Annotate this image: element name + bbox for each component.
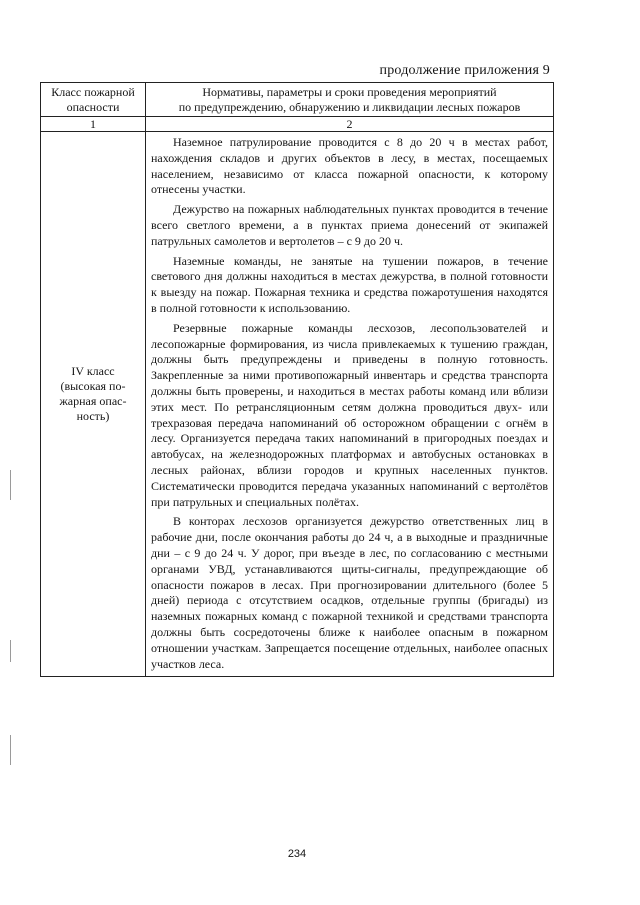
page-number: 234 (287, 848, 307, 860)
table-header-row (41, 83, 554, 117)
measure-paragraph: Наземное патрулирование проводится с 8 до 20 ч в местах работ, нахождения складов и других объектов в лесу, в местах, посещаемых населением, независимо от класса пожарной опасности, к которому отнесены участки. (151, 135, 548, 197)
header-line: Нормативы, параметры и сроки проведения мероприятий (202, 85, 497, 99)
class-line: ность) (76, 409, 110, 424)
scan-margin-mark (10, 735, 11, 765)
scan-margin-mark (10, 640, 11, 662)
measures-cell (146, 132, 554, 677)
measure-paragraph: Наземные команды, не занятые на тушении пожаров, в течение светового дня должны находиться в местах дежурства, в полной готовности к выезду на пожар. Пожарная техника и средства пожаротушения находятся в полной готовности к использованию. (151, 253, 548, 315)
measure-paragraph: В конторах лесхозов организуется дежурство ответственных лиц в рабочие дни, после окончания работы до 24 ч, а в выходные и праздничные дни – с 9 до 24 ч. У дорог, при въезде в лес, по согласованию с местными органами УВД, устанавливаются щиты-сигналы, предупреждающие об опасности пожаров в лесах. При прогнозировании длительного (более 5 дней) периода с отсутствием осадков, отдельные группы (бригады) из наземных пожарных команд с пожарной техникой и средствами транспорта должны быть сосредоточены ближе к наиболее опасным в пожарном отношении участкам. Запрещается посещение отдельных, наиболее опасных участков леса. (151, 514, 548, 671)
column-number: 2 (146, 117, 554, 132)
header-line: Класс пожарной (51, 85, 135, 99)
class-line: (высокая по- (60, 379, 126, 394)
measure-paragraph: Резервные пожарные команды лесхозов, лесопользователей и лесопожарные формирования, из числа привлекаемых к тушению граждан, должны быть предупреждены и приведены в полную готовность. Закрепленные за ними противопожарный инвентарь и средства транспорта должны быть проверены, и находиться в местах работы команд или вблизи этих мест. По ретрансляционным сетям должна проводиться двух- или трехразовая передача напоминаний об осторожном обращении с огнём в лесу. Организуется передача таких напоминаний в пригородных поездах и автобусах, на железнодорожных платформах и автобусных остановках в лесных районах, вблизи городов и крупных населенных пунктов. Систематически проводится передача указанных напоминаний с вертолётов при патрульных и специальных полётах. (151, 320, 548, 509)
fire-class-cell (41, 132, 146, 677)
header-class-column (41, 83, 146, 117)
continuation-label: продолжение приложения 9 (379, 63, 550, 78)
header-norms-column (146, 83, 554, 117)
header-line: опасности (66, 100, 120, 114)
scan-margin-mark (10, 470, 11, 500)
class-line: жарная опас- (59, 394, 127, 409)
measure-paragraph: Дежурство на пожарных наблюдательных пунктах проводится в течение всего светлого времени, а в пунктах приема донесений от экипажей патрульных самолетов и вертолетов – с 9 до 20 ч. (151, 202, 548, 248)
column-number-row (41, 117, 554, 132)
class-line: IV класс (71, 364, 115, 379)
fire-danger-table (40, 82, 554, 677)
column-number: 1 (41, 117, 146, 132)
table-row (41, 132, 554, 677)
header-line: по предупреждению, обнаружению и ликвидации лесных пожаров (178, 100, 521, 114)
